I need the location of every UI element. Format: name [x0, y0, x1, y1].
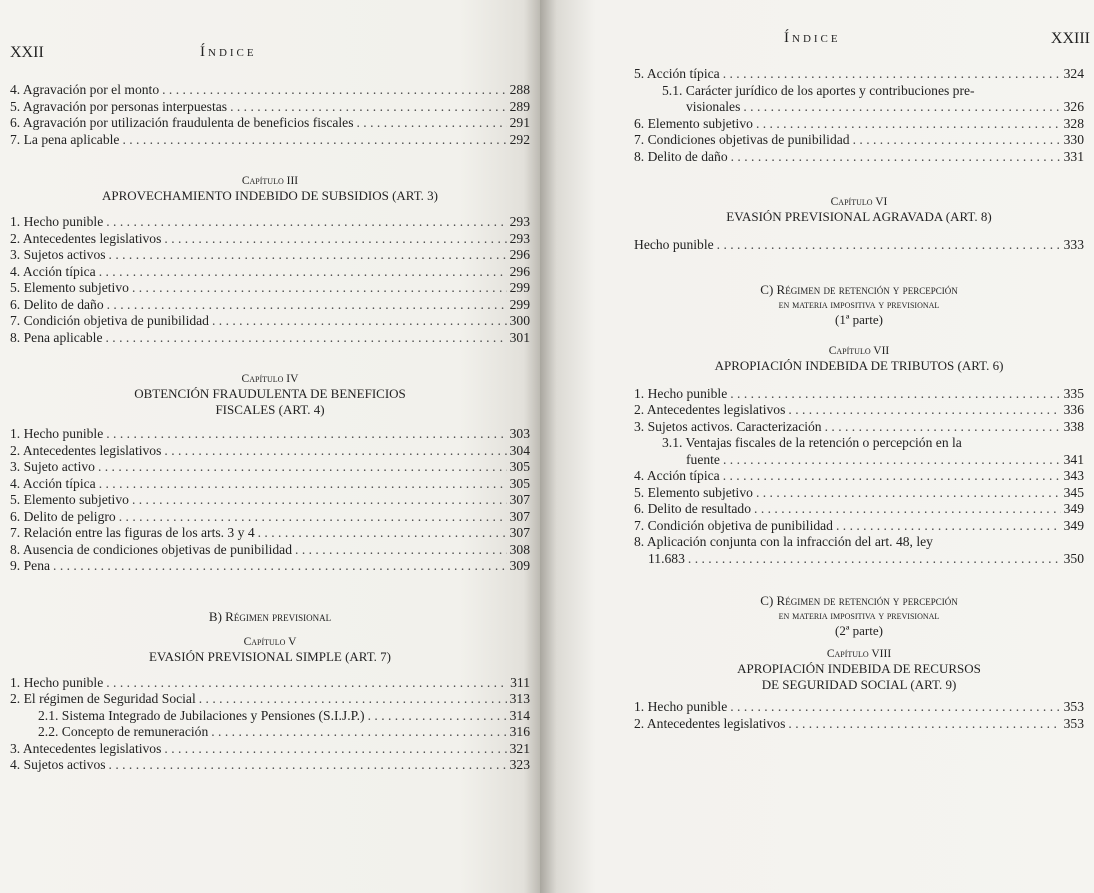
- toc-entry[interactable]: 1. Hecho punible . . . 311: [10, 675, 530, 692]
- toc-entry[interactable]: 4. Sujetos activos . . . 323: [10, 757, 530, 774]
- toc-entry[interactable]: 1. Hecho punible . . . 335: [634, 386, 1084, 403]
- toc-entry[interactable]: 2. Antecedentes legislativos . . . 353: [634, 716, 1084, 733]
- chapter7-entries: [634, 386, 1084, 568]
- chapter-title: [10, 386, 530, 418]
- chapter-label: Capítulo III: [241, 175, 299, 187]
- toc-entry-continuation: visionales . . . 326: [634, 99, 1084, 116]
- toc-entry[interactable]: 6. Agravación por utilización fraudulenta de beneficios fiscales . . . 291: [10, 115, 530, 132]
- toc-entry[interactable]: 6. Delito de resultado . . . 349: [634, 501, 1084, 518]
- section-heading: [634, 593, 1084, 639]
- section-heading-line: C) Régimen de retención y percepción: [760, 593, 958, 608]
- toc-entry[interactable]: 3. Sujetos activos . . . 296: [10, 247, 530, 264]
- toc-entry[interactable]: Hecho punible . . . 333: [634, 237, 1084, 254]
- toc-entry[interactable]: 1. Hecho punible . . . 293: [10, 214, 530, 231]
- toc-entry[interactable]: 3. Sujetos activos. Caracterización . . . 338: [634, 419, 1084, 436]
- toc-entry[interactable]: 5. Agravación por personas interpuestas . . . 289: [10, 99, 530, 116]
- chapter-title: [634, 661, 1084, 693]
- section-heading-line: (1ª parte): [835, 311, 883, 327]
- toc-entry[interactable]: 8. Ausencia de condiciones objetivas de punibilidad . . . 308: [10, 542, 530, 559]
- chapter-label: Capítulo VI: [830, 196, 888, 208]
- toc-entry[interactable]: 7. Relación entre las figuras de los arts. 3 y 4 . . . 307: [10, 525, 530, 542]
- toc-entry[interactable]: 4. Acción típica . . . 296: [10, 264, 530, 281]
- left-running-head: [10, 44, 530, 68]
- right-page-number: XXIII: [1050, 30, 1090, 47]
- chapter-title: EVASIÓN PREVISIONAL AGRAVADA (ART. 8): [726, 209, 992, 224]
- toc-entry-text: 5.1. Carácter jurídico de los aportes y contribuciones pre-: [662, 82, 975, 98]
- toc-subentry[interactable]: 2.1. Sistema Integrado de Jubilaciones y Pensiones (S.I.J.P.) . . . 314: [10, 708, 530, 725]
- toc-entry[interactable]: 6. Delito de peligro . . . 307: [10, 509, 530, 526]
- chapter-label: Capítulo V: [243, 635, 297, 648]
- toc-entry[interactable]: 2. Antecedentes legislativos . . . 336: [634, 402, 1084, 419]
- chapter-title-line: OBTENCIÓN FRAUDULENTA DE BENEFICIOS: [134, 386, 406, 401]
- chapter-title: APROPIACIÓN INDEBIDA DE TRIBUTOS (ART. 6): [714, 357, 1004, 373]
- toc-entry[interactable]: 8. Pena aplicable . . . 301: [10, 330, 530, 347]
- toc-entry[interactable]: 5. Elemento subjetivo . . . 299: [10, 280, 530, 297]
- toc-entry[interactable]: 4. Acción típica . . . 343: [634, 468, 1084, 485]
- section-heading: [634, 282, 1084, 328]
- chapter-title-line: APROPIACIÓN INDEBIDA DE RECURSOS: [737, 661, 981, 676]
- right-page: [540, 0, 1094, 893]
- toc-entry[interactable]: 7. Condición objetiva de punibilidad . . . 300: [10, 313, 530, 330]
- toc-entry[interactable]: 2. Antecedentes legislativos . . . 304: [10, 443, 530, 460]
- toc-entry[interactable]: 1. Hecho punible . . . 303: [10, 426, 530, 443]
- toc-entry-text: 8. Aplicación conjunta con la infracción del art. 48, ley: [634, 534, 933, 549]
- toc-entry[interactable]: 8. Delito de daño . . . 331: [634, 149, 1084, 166]
- left-block1: [10, 82, 530, 148]
- section-heading-line: (2ª parte): [835, 623, 883, 638]
- toc-entry[interactable]: 7. Condiciones objetivas de punibilidad . . . 330: [634, 132, 1084, 149]
- toc-entry[interactable]: 3. Antecedentes legislativos . . . 321: [10, 741, 530, 758]
- section-heading-line: en materia impositiva y previsional: [778, 610, 940, 622]
- chapter-title-line: FISCALES (ART. 4): [215, 402, 325, 417]
- left-running-title: Índice: [200, 44, 257, 60]
- toc-entry[interactable]: 4. Acción típica . . . 305: [10, 476, 530, 493]
- toc-subentry-wrapped[interactable]: [634, 83, 1084, 116]
- chapter-title: APROVECHAMIENTO INDEBIDO DE SUBSIDIOS (ART. 3): [101, 188, 438, 203]
- chapter8-entries: [634, 699, 1084, 732]
- toc-entry[interactable]: 2. Antecedentes legislativos . . . 293: [10, 231, 530, 248]
- chapter3-entries: [10, 214, 530, 346]
- toc-entry[interactable]: 6. Elemento subjetivo . . . 328: [634, 116, 1084, 133]
- toc-entry-continuation: 11.683 . . . 350: [634, 551, 1084, 568]
- right-running-head: [634, 30, 1090, 54]
- toc-entry-wrapped[interactable]: [634, 534, 1084, 567]
- toc-entry[interactable]: 9. Pena . . . 309: [10, 558, 530, 575]
- chapter4-entries: [10, 426, 530, 575]
- toc-entry[interactable]: 6. Delito de daño . . . 299: [10, 297, 530, 314]
- toc-entry[interactable]: 5. Acción típica . . . 324: [634, 66, 1084, 83]
- section-heading-line: en materia impositiva y previsional: [778, 298, 940, 311]
- toc-entry[interactable]: 1. Hecho punible . . . 353: [634, 699, 1084, 716]
- toc-entry[interactable]: 2. El régimen de Seguridad Social . . . 313: [10, 691, 530, 708]
- toc-entry[interactable]: 3. Sujeto activo . . . 305: [10, 459, 530, 476]
- chapter-label: Capítulo VII: [828, 344, 890, 357]
- left-page: [0, 0, 540, 893]
- section-heading-line: C) Régimen de retención y percepción: [760, 281, 958, 297]
- toc-entry-text: 3.1. Ventajas fiscales de la retención o percepción en la: [662, 435, 962, 450]
- toc-entry[interactable]: 4. Agravación por el monto . . . 288: [10, 82, 530, 99]
- chapter5-entries: [10, 675, 530, 774]
- right-running-title: Índice: [784, 30, 841, 46]
- section-heading: B) Régimen previsional: [208, 608, 332, 624]
- toc-subentry-wrapped[interactable]: [634, 435, 1084, 468]
- chapter-title-line: DE SEGURIDAD SOCIAL (ART. 9): [761, 677, 957, 692]
- toc-entry-continuation: fuente . . . 341: [634, 452, 1084, 469]
- toc-entry[interactable]: 7. La pena aplicable . . . 292: [10, 132, 530, 149]
- chapter-label: Capítulo IV: [241, 373, 299, 385]
- toc-entry[interactable]: 5. Elemento subjetivo . . . 345: [634, 485, 1084, 502]
- chapter-title: EVASIÓN PREVISIONAL SIMPLE (ART. 7): [148, 648, 391, 664]
- toc-entry[interactable]: 7. Condición objetiva de punibilidad . . . 349: [634, 518, 1084, 535]
- toc-subentry[interactable]: 2.2. Concepto de remuneración . . . 316: [10, 724, 530, 741]
- right-block1: [634, 66, 1090, 165]
- chapter-label: Capítulo VIII: [826, 648, 892, 660]
- toc-entry[interactable]: 5. Elemento subjetivo . . . 307: [10, 492, 530, 509]
- left-page-number: XXII: [10, 44, 44, 61]
